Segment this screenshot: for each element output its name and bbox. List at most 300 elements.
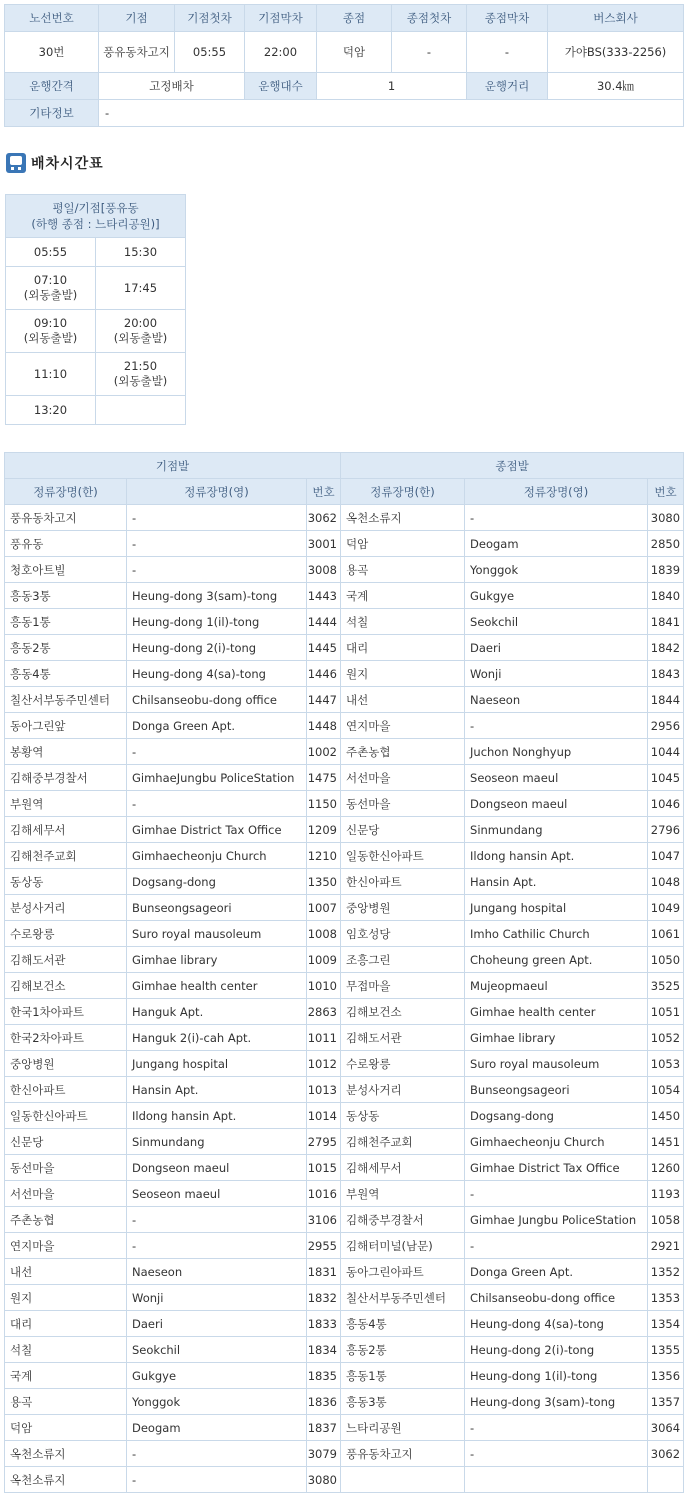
start-stop-name-en: Hansin Apt. <box>127 1077 307 1103</box>
departure-time <box>96 396 186 425</box>
end-stop-number <box>648 1467 684 1493</box>
stop-row <box>5 635 684 661</box>
start-stop-name-kr: 동아그린앞 <box>5 713 127 739</box>
start-stop-name-en: Wonji <box>127 1285 307 1311</box>
start-stop-number: 1013 <box>307 1077 341 1103</box>
end-stop-name-kr: 김해터미널(남문) <box>341 1233 465 1259</box>
end-stop-name-kr: 김해천주교회 <box>341 1129 465 1155</box>
start-stop-name-kr: 옥천소류지 <box>5 1467 127 1493</box>
stop-row <box>5 531 684 557</box>
stop-row <box>5 1337 684 1363</box>
start-stop-number: 3008 <box>307 557 341 583</box>
col-no-header: 번호 <box>648 479 684 505</box>
end-stop-number: 1353 <box>648 1285 684 1311</box>
end-stop-number: 1061 <box>648 921 684 947</box>
stop-row <box>5 505 684 531</box>
end-stop-name-en: Sinmundang <box>465 817 648 843</box>
start-stop-name-kr: 신문당 <box>5 1129 127 1155</box>
end-stop-name-kr: 풍유동차고지 <box>341 1441 465 1467</box>
start-stop-name-kr: 흥동4통 <box>5 661 127 687</box>
end-stop-number: 1451 <box>648 1129 684 1155</box>
end-stop-name-en: Chilsanseobu-dong office <box>465 1285 648 1311</box>
end-stop-number: 1839 <box>648 557 684 583</box>
start-last-time: 22:00 <box>245 32 317 73</box>
stop-row <box>5 687 684 713</box>
start-stop-name-en: Ildong hansin Apt. <box>127 1103 307 1129</box>
start-stop-name-kr: 옥천소류지 <box>5 1441 127 1467</box>
stop-row <box>5 1155 684 1181</box>
end-stop-number: 1356 <box>648 1363 684 1389</box>
start-stop-name-en: Bunseongsageori <box>127 895 307 921</box>
group-end-header: 종점발 <box>341 453 684 479</box>
start-stop-name-en: - <box>127 505 307 531</box>
end-stop-name-en: - <box>465 505 648 531</box>
stop-row <box>5 739 684 765</box>
timetable-row <box>6 396 186 425</box>
end-stop-name-kr: 연지마을 <box>341 713 465 739</box>
start-stop-number: 1010 <box>307 973 341 999</box>
start-stop-name-kr: 한신아파트 <box>5 1077 127 1103</box>
start-stop-number: 1836 <box>307 1389 341 1415</box>
end-stop-name-en: Donga Green Apt. <box>465 1259 648 1285</box>
end-stop-number: 1841 <box>648 609 684 635</box>
start-stop-name-en: - <box>127 1441 307 1467</box>
start-stop-name-en: Dongseon maeul <box>127 1155 307 1181</box>
stop-row <box>5 1441 684 1467</box>
start-stop-number: 1009 <box>307 947 341 973</box>
start-stop-number: 1446 <box>307 661 341 687</box>
start-stop-number: 3106 <box>307 1207 341 1233</box>
end-stop-name-kr: 김해중부경찰서 <box>341 1207 465 1233</box>
start-stop-number: 1444 <box>307 609 341 635</box>
start-stop-name-kr: 흥동3통 <box>5 583 127 609</box>
start-stop-name-en: Naeseon <box>127 1259 307 1285</box>
end-stop-name-en: Daeri <box>465 635 648 661</box>
start-stop-name-en: Gimhae health center <box>127 973 307 999</box>
start-stop-number: 1834 <box>307 1337 341 1363</box>
start-stop-number: 1209 <box>307 817 341 843</box>
stop-row <box>5 609 684 635</box>
start-stop-name-kr: 서선마을 <box>5 1181 127 1207</box>
header-end-last: 종점막차 <box>467 5 548 32</box>
stop-row <box>5 1181 684 1207</box>
end-stop: 덕암 <box>317 32 392 73</box>
count-label: 운행대수 <box>245 73 317 100</box>
header-company: 버스회사 <box>548 5 684 32</box>
end-stop-number: 3525 <box>648 973 684 999</box>
start-stop-number: 1831 <box>307 1259 341 1285</box>
start-stop-number: 1447 <box>307 687 341 713</box>
end-stop-name-kr: 흥동3통 <box>341 1389 465 1415</box>
departure-time: 05:55 <box>6 238 96 267</box>
start-stop-number: 1835 <box>307 1363 341 1389</box>
start-stop-name-kr: 중앙병원 <box>5 1051 127 1077</box>
count-value: 1 <box>317 73 467 100</box>
col-no-header: 번호 <box>307 479 341 505</box>
end-stop-name-en: - <box>465 1181 648 1207</box>
stop-row <box>5 921 684 947</box>
stop-row <box>5 1051 684 1077</box>
etc-label: 기타정보 <box>5 100 99 127</box>
end-stop-name-kr: 옥천소류지 <box>341 505 465 531</box>
stop-row <box>5 817 684 843</box>
end-stop-name-kr: 중앙병원 <box>341 895 465 921</box>
start-stop-number: 1150 <box>307 791 341 817</box>
end-stop-number: 2850 <box>648 531 684 557</box>
end-stop-number: 1048 <box>648 869 684 895</box>
start-first-time: 05:55 <box>175 32 245 73</box>
end-stop-name-kr <box>341 1467 465 1493</box>
start-stop-name-kr: 김해세무서 <box>5 817 127 843</box>
end-stop-name-kr: 흥동4통 <box>341 1311 465 1337</box>
end-stop-number: 1058 <box>648 1207 684 1233</box>
start-stop-number: 1448 <box>307 713 341 739</box>
end-stop-number: 1355 <box>648 1337 684 1363</box>
start-stop-name-kr: 풍유동 <box>5 531 127 557</box>
end-stop-number: 1357 <box>648 1389 684 1415</box>
distance-label: 운행거리 <box>467 73 548 100</box>
header-end-first: 종점첫차 <box>392 5 467 32</box>
start-stop-name-kr: 석칠 <box>5 1337 127 1363</box>
end-stop-number: 1046 <box>648 791 684 817</box>
end-stop-name-en: Heung-dong 3(sam)-tong <box>465 1389 648 1415</box>
start-stop-name-kr: 김해보건소 <box>5 973 127 999</box>
timetable-header-row <box>6 195 186 238</box>
end-stop-name-kr: 흥동2통 <box>341 1337 465 1363</box>
start-stop-number: 1016 <box>307 1181 341 1207</box>
start-stop-name-kr: 원지 <box>5 1285 127 1311</box>
departure-time: 07:10 (외동출발) <box>6 267 96 310</box>
end-stop-name-kr: 서선마을 <box>341 765 465 791</box>
end-stop-name-kr: 주촌농협 <box>341 739 465 765</box>
start-stop-name-en: Heung-dong 3(sam)-tong <box>127 583 307 609</box>
end-stop-number: 1044 <box>648 739 684 765</box>
end-first-time: - <box>392 32 467 73</box>
end-stop-name-kr: 동상동 <box>341 1103 465 1129</box>
stop-row <box>5 1285 684 1311</box>
start-stop-name-en: Heung-dong 1(il)-tong <box>127 609 307 635</box>
end-stop-number: 1049 <box>648 895 684 921</box>
start-stop-number: 1445 <box>307 635 341 661</box>
end-stop-name-en: Ildong hansin Apt. <box>465 843 648 869</box>
end-last-time: - <box>467 32 548 73</box>
route-info-table <box>4 4 684 127</box>
end-stop-name-en: Imho Cathilic Church <box>465 921 648 947</box>
header-start: 기점 <box>99 5 175 32</box>
timetable-header <box>6 195 186 238</box>
start-stop-name-en: Gimhae District Tax Office <box>127 817 307 843</box>
end-stop-name-en: Choheung green Apt. <box>465 947 648 973</box>
start-stop-name-en: - <box>127 531 307 557</box>
end-stop-name-kr: 국계 <box>341 583 465 609</box>
header-route-no: 노선번호 <box>5 5 99 32</box>
departure-time: 21:50 (외동출발) <box>96 353 186 396</box>
end-stop-name-en: Gimhae Jungbu PoliceStation <box>465 1207 648 1233</box>
etc-value: - <box>99 100 684 127</box>
start-stop-name-kr: 칠산서부동주민센터 <box>5 687 127 713</box>
end-stop-number: 1844 <box>648 687 684 713</box>
stop-row <box>5 999 684 1025</box>
start-stop-name-kr: 봉황역 <box>5 739 127 765</box>
stop-row <box>5 1025 684 1051</box>
route-info-values-row <box>5 32 684 73</box>
end-stop-name-en: Dogsang-dong <box>465 1103 648 1129</box>
stop-row <box>5 947 684 973</box>
route-number: 30번 <box>5 32 99 73</box>
stop-row <box>5 791 684 817</box>
end-stop-number: 2796 <box>648 817 684 843</box>
bus-icon <box>6 153 26 173</box>
header-end: 종점 <box>317 5 392 32</box>
end-stop-name-kr: 분성사거리 <box>341 1077 465 1103</box>
timetable-section-heading <box>6 152 104 174</box>
start-stop-name-kr: 주촌농협 <box>5 1207 127 1233</box>
end-stop-name-kr: 무접마을 <box>341 973 465 999</box>
stop-row <box>5 661 684 687</box>
start-stop-number: 1832 <box>307 1285 341 1311</box>
departure-time: 20:00 (외동출발) <box>96 310 186 353</box>
start-stop-name-kr: 연지마을 <box>5 1233 127 1259</box>
start-stop-name-en: Yonggok <box>127 1389 307 1415</box>
end-stop-number: 1840 <box>648 583 684 609</box>
end-stop-name-en: Yonggok <box>465 557 648 583</box>
start-stop-name-en: Sinmundang <box>127 1129 307 1155</box>
start-stop-name-kr: 용곡 <box>5 1389 127 1415</box>
departure-note: (외동출발) <box>23 288 78 302</box>
start-stop-name-en: GimhaeJungbu PoliceStation <box>127 765 307 791</box>
stop-row <box>5 1129 684 1155</box>
stop-row <box>5 1233 684 1259</box>
start-stop-name-kr: 수로왕릉 <box>5 921 127 947</box>
route-info-ops-row <box>5 73 684 100</box>
start-stop-name-kr: 국계 <box>5 1363 127 1389</box>
start-stop-name-kr: 덕암 <box>5 1415 127 1441</box>
end-stop-name-en: Heung-dong 1(il)-tong <box>465 1363 648 1389</box>
end-stop-name-kr: 신문당 <box>341 817 465 843</box>
stop-row <box>5 1259 684 1285</box>
start-stop-name-kr: 일동한신아파트 <box>5 1103 127 1129</box>
start-stop-name-kr: 김해천주교회 <box>5 843 127 869</box>
end-stop-name-kr: 동선마을 <box>341 791 465 817</box>
end-stop-name-kr: 덕암 <box>341 531 465 557</box>
end-stop-name-en: Gimhaecheonju Church <box>465 1129 648 1155</box>
end-stop-name-en: Bunseongsageori <box>465 1077 648 1103</box>
start-stop-name-kr: 내선 <box>5 1259 127 1285</box>
stops-column-row <box>5 479 684 505</box>
stop-row <box>5 895 684 921</box>
start-stop-number: 2955 <box>307 1233 341 1259</box>
end-stop-name-en: - <box>465 1233 648 1259</box>
timetable-header-line2: (하행 종점 : 느타리공원)] <box>31 217 160 231</box>
end-stop-number: 1052 <box>648 1025 684 1051</box>
start-stop-name-en: Seokchil <box>127 1337 307 1363</box>
end-stop-number: 3064 <box>648 1415 684 1441</box>
end-stop-number: 1352 <box>648 1259 684 1285</box>
end-stop-number: 1053 <box>648 1051 684 1077</box>
start-stop-number: 1002 <box>307 739 341 765</box>
end-stop-name-kr: 칠산서부동주민센터 <box>341 1285 465 1311</box>
end-stop-name-kr: 임호성당 <box>341 921 465 947</box>
start-stop-name-en: Donga Green Apt. <box>127 713 307 739</box>
end-stop-number: 1051 <box>648 999 684 1025</box>
end-stop-name-en: Dongseon maeul <box>465 791 648 817</box>
start-stop-number: 1475 <box>307 765 341 791</box>
start-stop-number: 1443 <box>307 583 341 609</box>
start-stop-number: 3080 <box>307 1467 341 1493</box>
departure-note: (외동출발) <box>113 331 168 345</box>
start-stop-name-kr: 풍유동차고지 <box>5 505 127 531</box>
start-stop-number: 2795 <box>307 1129 341 1155</box>
start-stop-number: 1837 <box>307 1415 341 1441</box>
start-stop-name-en: Hanguk 2(i)-cah Apt. <box>127 1025 307 1051</box>
start-stop-name-en: Daeri <box>127 1311 307 1337</box>
end-stop-number: 1450 <box>648 1103 684 1129</box>
section-title: 배차시간표 <box>31 156 104 172</box>
end-stop-name-en: - <box>465 1415 648 1441</box>
start-stop-number: 3001 <box>307 531 341 557</box>
start-stop-number: 1014 <box>307 1103 341 1129</box>
start-stop-name-en: Chilsanseobu-dong office <box>127 687 307 713</box>
start-stop-name-en: Gimhae library <box>127 947 307 973</box>
start-stop-name-en: Gukgye <box>127 1363 307 1389</box>
end-stop-name-kr: 흥동1통 <box>341 1363 465 1389</box>
stop-row <box>5 1077 684 1103</box>
end-stop-name-kr: 느타리공원 <box>341 1415 465 1441</box>
stop-row <box>5 973 684 999</box>
start-stop-name-en: - <box>127 1467 307 1493</box>
departure-time: 09:10 (외동출발) <box>6 310 96 353</box>
start-stop-name-kr: 흥동1통 <box>5 609 127 635</box>
end-stop-name-en: Wonji <box>465 661 648 687</box>
timetable-row <box>6 310 186 353</box>
start-stop: 풍유동차고지 <box>99 32 175 73</box>
departure-time: 15:30 <box>96 238 186 267</box>
end-stop-number: 2956 <box>648 713 684 739</box>
stop-row <box>5 1389 684 1415</box>
end-stop-name-en: Heung-dong 4(sa)-tong <box>465 1311 648 1337</box>
end-stop-name-en: Seoseon maeul <box>465 765 648 791</box>
stops-table <box>4 452 684 1493</box>
interval-value: 고정배차 <box>99 73 245 100</box>
start-stop-name-kr: 동선마을 <box>5 1155 127 1181</box>
end-stop-name-kr: 김해보건소 <box>341 999 465 1025</box>
col-en-header: 정류장명(영) <box>465 479 648 505</box>
start-stop-number: 1007 <box>307 895 341 921</box>
start-stop-number: 3062 <box>307 505 341 531</box>
start-stop-name-en: Jungang hospital <box>127 1051 307 1077</box>
start-stop-name-kr: 김해도서관 <box>5 947 127 973</box>
departure-time: 13:20 <box>6 396 96 425</box>
end-stop-number: 1354 <box>648 1311 684 1337</box>
stop-row <box>5 1103 684 1129</box>
end-stop-name-en: Suro royal mausoleum <box>465 1051 648 1077</box>
end-stop-name-en: Deogam <box>465 531 648 557</box>
stop-row <box>5 1415 684 1441</box>
end-stop-number: 3062 <box>648 1441 684 1467</box>
stop-row <box>5 583 684 609</box>
end-stop-number: 3080 <box>648 505 684 531</box>
start-stop-name-en: - <box>127 1233 307 1259</box>
end-stop-name-kr: 조흥그린 <box>341 947 465 973</box>
start-stop-name-kr: 부원역 <box>5 791 127 817</box>
end-stop-number: 1260 <box>648 1155 684 1181</box>
start-stop-name-en: - <box>127 1207 307 1233</box>
start-stop-name-en: Heung-dong 2(i)-tong <box>127 635 307 661</box>
header-start-first: 기점첫차 <box>175 5 245 32</box>
stop-row <box>5 557 684 583</box>
end-stop-number: 1842 <box>648 635 684 661</box>
bus-company: 가야BS(333-2256) <box>548 32 684 73</box>
start-stop-number: 1008 <box>307 921 341 947</box>
end-stop-name-kr: 원지 <box>341 661 465 687</box>
stop-row <box>5 765 684 791</box>
end-stop-name-kr: 대리 <box>341 635 465 661</box>
end-stop-name-kr: 김해세무서 <box>341 1155 465 1181</box>
end-stop-name-kr: 한신아파트 <box>341 869 465 895</box>
start-stop-name-en: Seoseon maeul <box>127 1181 307 1207</box>
start-stop-number: 1350 <box>307 869 341 895</box>
start-stop-name-en: Suro royal mausoleum <box>127 921 307 947</box>
stop-row <box>5 1311 684 1337</box>
route-info-header-row <box>5 5 684 32</box>
start-stop-name-kr: 청호아트빌 <box>5 557 127 583</box>
timetable-row <box>6 238 186 267</box>
end-stop-name-en: Heung-dong 2(i)-tong <box>465 1337 648 1363</box>
end-stop-name-en: Hansin Apt. <box>465 869 648 895</box>
end-stop-number: 1054 <box>648 1077 684 1103</box>
start-stop-name-kr: 분성사거리 <box>5 895 127 921</box>
end-stop-number: 1045 <box>648 765 684 791</box>
start-stop-number: 1011 <box>307 1025 341 1051</box>
start-stop-name-kr: 대리 <box>5 1311 127 1337</box>
start-stop-name-en: Heung-dong 4(sa)-tong <box>127 661 307 687</box>
stop-row <box>5 1467 684 1493</box>
start-stop-number: 1833 <box>307 1311 341 1337</box>
col-kr-header: 정류장명(한) <box>341 479 465 505</box>
stop-row <box>5 1363 684 1389</box>
start-stop-number: 1015 <box>307 1155 341 1181</box>
end-stop-name-en: Gimhae library <box>465 1025 648 1051</box>
stop-row <box>5 869 684 895</box>
end-stop-name-kr: 용곡 <box>341 557 465 583</box>
start-stop-name-kr: 한국1차아파트 <box>5 999 127 1025</box>
stop-row <box>5 713 684 739</box>
departure-time: 11:10 <box>6 353 96 396</box>
end-stop-number: 1843 <box>648 661 684 687</box>
timetable-row <box>6 267 186 310</box>
end-stop-number: 1047 <box>648 843 684 869</box>
start-stop-name-en: - <box>127 791 307 817</box>
start-stop-name-en: Dogsang-dong <box>127 869 307 895</box>
start-stop-name-kr: 흥동2통 <box>5 635 127 661</box>
end-stop-name-en: Gukgye <box>465 583 648 609</box>
end-stop-name-en: - <box>465 713 648 739</box>
end-stop-name-kr: 부원역 <box>341 1181 465 1207</box>
start-stop-name-en: - <box>127 739 307 765</box>
end-stop-name-en: Naeseon <box>465 687 648 713</box>
stops-group-row <box>5 453 684 479</box>
start-stop-name-kr: 한국2차아파트 <box>5 1025 127 1051</box>
stop-row <box>5 1207 684 1233</box>
start-stop-name-en: Gimhaecheonju Church <box>127 843 307 869</box>
start-stop-name-kr: 김해중부경찰서 <box>5 765 127 791</box>
interval-label: 운행간격 <box>5 73 99 100</box>
end-stop-name-en: Seokchil <box>465 609 648 635</box>
end-stop-name-kr: 동아그린아파트 <box>341 1259 465 1285</box>
start-stop-number: 3079 <box>307 1441 341 1467</box>
departure-time: 17:45 <box>96 267 186 310</box>
end-stop-name-en: Gimhae health center <box>465 999 648 1025</box>
